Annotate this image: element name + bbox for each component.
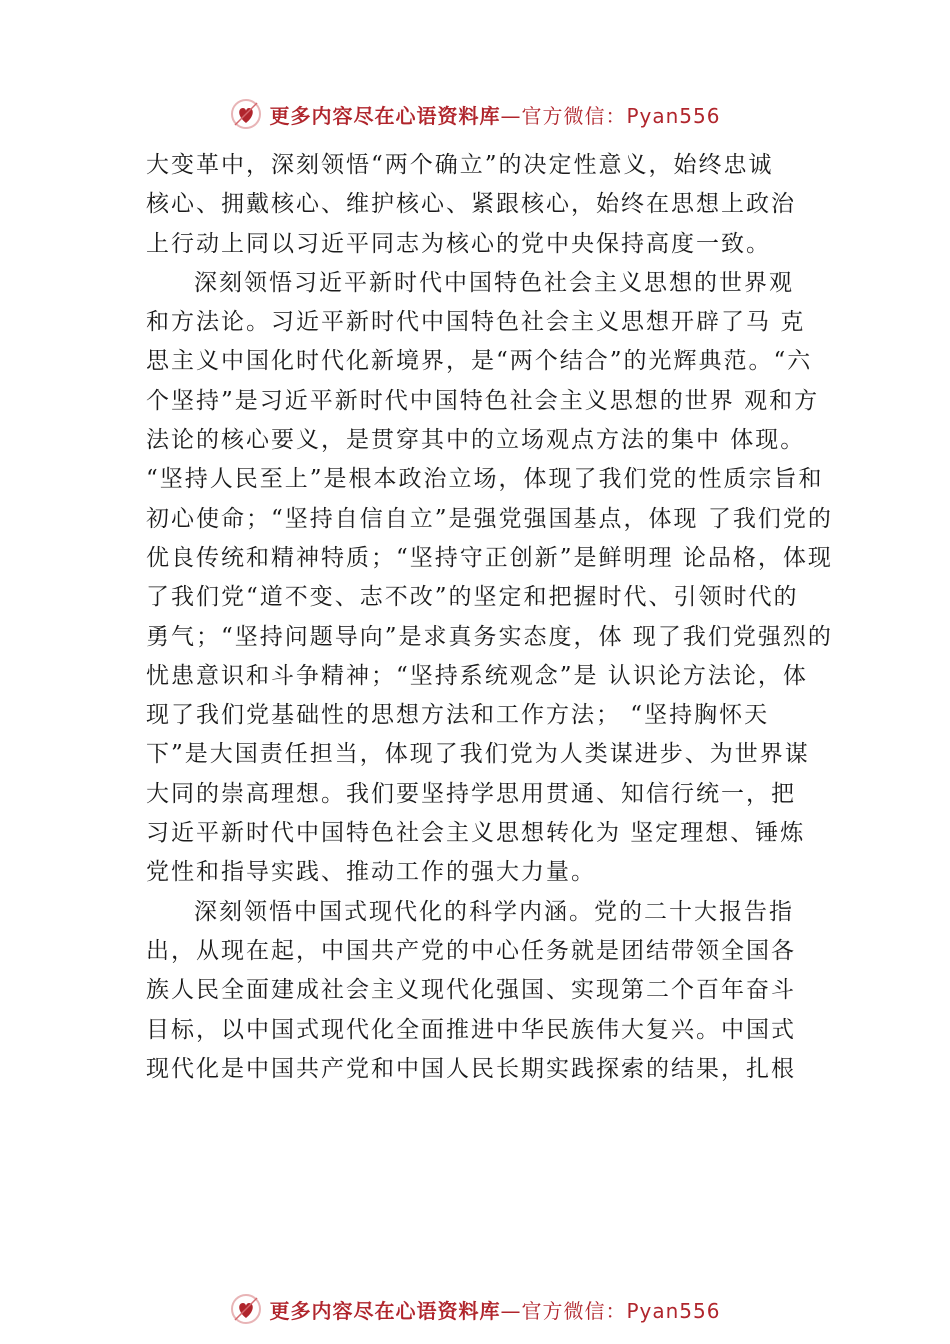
body-line: 初心使命；“坚持自信自立”是强党强国基点，体现 了我们党的 — [146, 505, 833, 532]
body-line: 个坚持”是习近平新时代中国特色社会主义思想的世界 观和方 — [146, 387, 820, 414]
body-line: 优良传统和精神特质；“坚持守正创新”是鲜明理 论品格，体现 — [146, 544, 833, 571]
header-wechat-text: —官方微信：Pyan556 — [500, 103, 721, 128]
body-line: 现了我们党基础性的思想方法和工作方法； “坚持胸怀天 — [146, 702, 770, 729]
footer-brand-text: 更多内容尽在心语资料库 — [269, 1298, 501, 1323]
body-line: 出，从现在起，中国共产党的中心任务就是团结带领全国各 — [146, 937, 796, 964]
body-line: 和方法论。习近平新时代中国特色社会主义思想开辟了马 克 — [146, 309, 806, 336]
body-line: 目标，以中国式现代化全面推进中华民族伟大复兴。中国式 — [146, 1016, 796, 1043]
header-banner — [0, 92, 950, 136]
document-body — [146, 146, 836, 1089]
body-line: 下”是大国责任担当，体现了我们党为人类谋进步、为世界谋 — [146, 741, 810, 768]
body-line: 上行动上同以习近平同志为核心的党中央保持高度一致。 — [146, 230, 771, 257]
footer-banner — [0, 1287, 950, 1331]
body-line: 法论的核心要义，是贯穿其中的立场观点方法的集中 体现。 — [146, 427, 806, 454]
body-line: 习近平新时代中国特色社会主义思想转化为 坚定理想、锤炼 — [146, 820, 806, 847]
heart-logo-icon — [229, 97, 263, 131]
heart-logo-icon — [229, 1292, 263, 1326]
body-line: 大同的崇高理想。我们要坚持学思用贯通、知信行统一，把 — [146, 780, 796, 807]
body-line: 党性和指导实践、推动工作的强大力量。 — [146, 859, 596, 886]
body-line: 思主义中国化时代化新境界，是“两个结合”的光辉典范。“六 — [146, 348, 813, 375]
body-line: 核心、拥戴核心、维护核心、紧跟核心，始终在思想上政治 — [146, 191, 796, 218]
body-line: “坚持人民至上”是根本政治立场，体现了我们党的性质宗旨和 — [146, 466, 824, 493]
body-line: 深刻领悟中国式现代化的科学内涵。党的二十大报告指 — [194, 898, 794, 925]
body-line: 深刻领悟习近平新时代中国特色社会主义思想的世界观 — [194, 269, 794, 296]
body-line: 了我们党“道不变、志不改”的坚定和把握时代、引领时代的 — [146, 584, 799, 611]
body-line: 勇气；“坚持问题导向”是求真务实态度，体 现了我们党强烈的 — [146, 623, 833, 650]
body-line: 大变革中，深刻领悟“两个确立”的决定性意义，始终忠诚 — [146, 152, 774, 178]
footer-wechat-text: —官方微信：Pyan556 — [500, 1298, 721, 1323]
body-line: 忧患意识和斗争精神；“坚持系统观念”是 认识论方法论，体 — [146, 662, 808, 689]
body-line: 族人民全面建成社会主义现代化强国、实现第二个百年奋斗 — [146, 977, 796, 1004]
header-brand-text: 更多内容尽在心语资料库 — [269, 103, 501, 128]
body-line: 现代化是中国共产党和中国人民长期实践探索的结果，扎根 — [146, 1055, 796, 1082]
